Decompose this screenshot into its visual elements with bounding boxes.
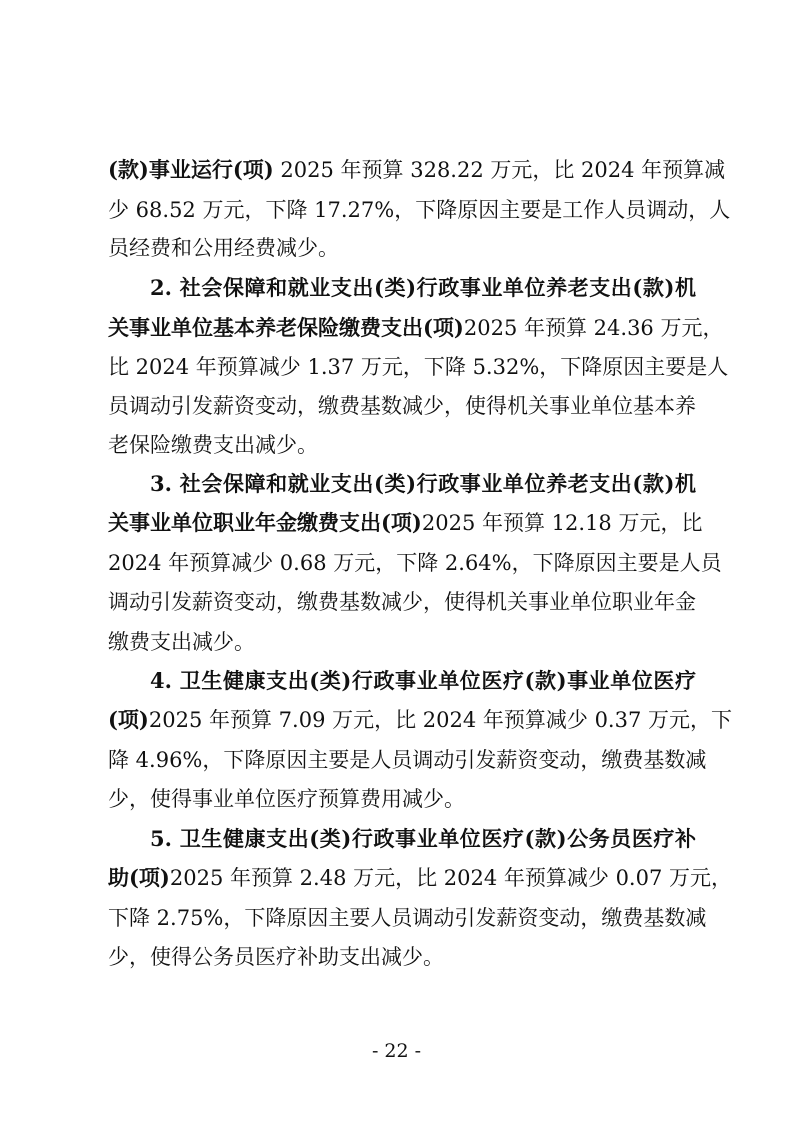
line-text: 少，使得事业单位医疗预算费用减少。 (108, 787, 465, 811)
item-heading: 2. 社会保障和就业支出(类)行政事业单位养老支出(款)机 (150, 275, 696, 300)
paragraph-line (108, 620, 696, 664)
paragraph-line (150, 817, 696, 861)
paragraph-line (108, 541, 722, 585)
item-heading: 4. 卫生健康支出(类)行政事业单位医疗(款)事业单位医疗 (150, 668, 696, 693)
paragraph-line (108, 777, 696, 821)
paragraph-line (150, 462, 696, 506)
paragraph-line (108, 896, 707, 940)
item-heading: 关事业单位职业年金缴费支出(项) (108, 510, 422, 535)
paragraph-line (108, 738, 707, 782)
item-heading: 助(项) (108, 865, 170, 890)
paragraph-line (108, 384, 696, 428)
line-text: 2025 年预算 12.18 万元，比 (421, 511, 703, 535)
paragraph-line (108, 148, 726, 192)
paragraph-line (108, 501, 703, 545)
page-number: - 22 - (371, 1040, 422, 1062)
paragraph-line (108, 226, 696, 270)
line-text: 比 2024 年预算减少 1.37 万元，下降 5.32%，下降原因主要是人 (108, 355, 729, 379)
item-heading: (项) (108, 707, 149, 732)
line-text: 2024 年预算减少 0.68 万元，下降 2.64%，下降原因主要是人员 (108, 551, 722, 575)
line-text: 2025 年预算 328.22 万元，比 2024 年预算减 (273, 158, 726, 182)
line-text: 缴费支出减少。 (108, 630, 255, 654)
line-text: 少，使得公务员医疗补助支出减少。 (108, 945, 444, 969)
paragraph-line (108, 856, 733, 900)
line-text: 员调动引发薪资变动，缴费基数减少，使得机关事业单位基本养 (108, 394, 696, 418)
line-text: 下降 2.75%，下降原因主要人员调动引发薪资变动，缴费基数减 (108, 906, 707, 930)
paragraph-line (150, 659, 696, 703)
paragraph-line (108, 580, 696, 624)
paragraph-line (108, 345, 729, 389)
line-text: 员经费和公用经费减少。 (108, 236, 339, 260)
line-text: 少 68.52 万元，下降 17.27%，下降原因主要是工作人员调动，人 (108, 198, 731, 222)
item-heading: 3. 社会保障和就业支出(类)行政事业单位养老支出(款)机 (150, 471, 696, 496)
line-text: 2025 年预算 2.48 万元，比 2024 年预算减少 0.07 万元， (169, 866, 733, 890)
item-heading: (款)事业运行(项) (108, 157, 274, 182)
paragraph-line (150, 266, 696, 310)
line-text: 老保险缴费支出减少。 (108, 433, 318, 457)
paragraph-line (108, 935, 696, 979)
line-text: 调动引发薪资变动，缴费基数减少，使得机关事业单位职业年金 (108, 590, 696, 614)
paragraph-line (108, 423, 696, 467)
paragraph-line (108, 306, 724, 350)
item-heading: 关事业单位基本养老保险缴费支出(项) (108, 315, 464, 340)
item-heading: 5. 卫生健康支出(类)行政事业单位医疗(款)公务员医疗补 (150, 826, 696, 851)
line-text: 2025 年预算 7.09 万元，比 2024 年预算减少 0.37 万元，下 (148, 708, 733, 732)
line-text: 2025 年预算 24.36 万元， (463, 316, 724, 340)
paragraph-line (108, 698, 733, 742)
line-text: 降 4.96%，下降原因主要是人员调动引发薪资变动，缴费基数减 (108, 748, 707, 772)
